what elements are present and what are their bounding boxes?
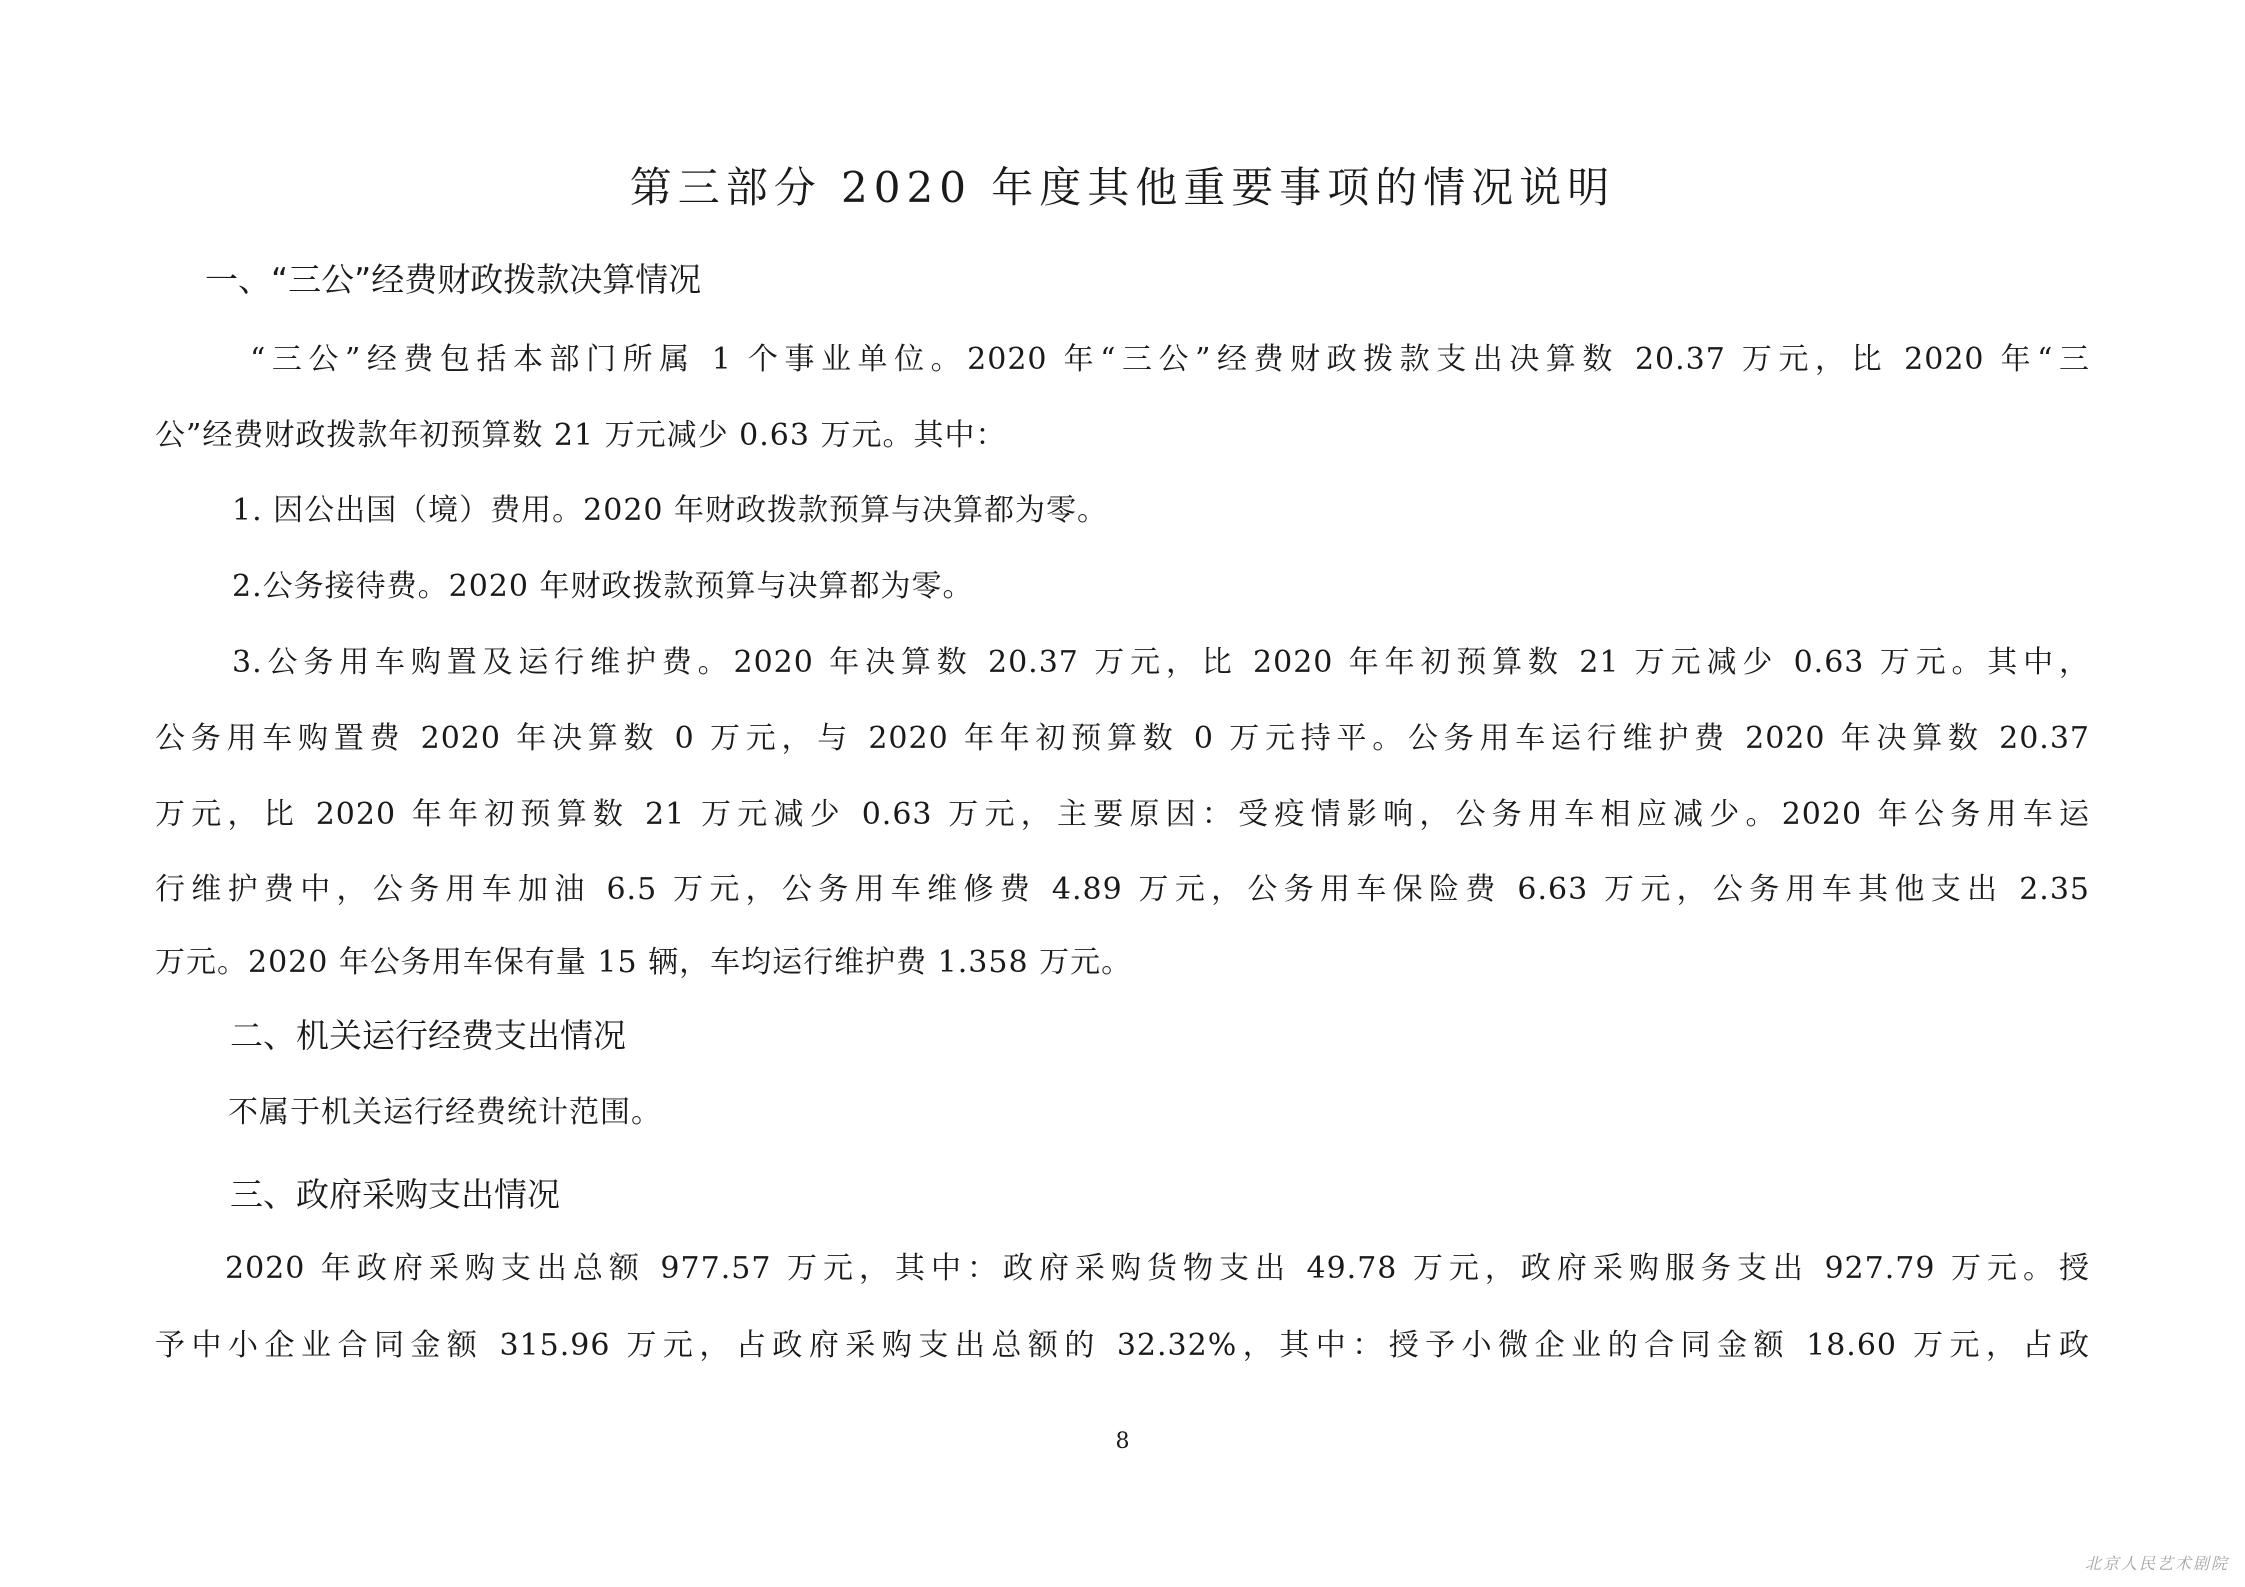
paragraph-line: 不属于机关运行经费统计范围。 [228,1095,662,1130]
watermark-text: 北京人民艺术剧院 [2085,1554,2230,1573]
section-heading-sangong: 一、“三公”经费财政拨款决算情况 [205,260,702,299]
list-item: 1. 因公出国（境）费用。2020 年财政拨款预算与决算都为零。 [232,493,1109,528]
paragraph-line: 2020 年政府采购支出总额 977.57 万元，其中：政府采购货物支出 49.78 万元，政府采购服务支出 927.79 万元。授 [225,1251,2090,1286]
page-number: 8 [1115,1429,1130,1454]
paragraph-line: 公务用车购置费 2020 年决算数 0 万元，与 2020 年年初预算数 0 万元持平。公务用车运行维护费 2020 年决算数 20.37 [155,721,2090,756]
paragraph-line: 万元。2020 年公务用车保有量 15 辆，车均运行维护费 1.358 万元。 [155,945,1133,980]
section-heading-procurement: 三、政府采购支出情况 [230,1175,560,1214]
page-title: 第三部分 2020 年度其他重要事项的情况说明 [629,163,1616,212]
list-item: 3.公务用车购置及运行维护费。2020 年决算数 20.37 万元，比 2020 年年初预算数 21 万元减少 0.63 万元。其中， [232,645,2090,680]
list-item: 2.公务接待费。2020 年财政拨款预算与决算都为零。 [232,569,974,604]
paragraph-line: 万元，比 2020 年年初预算数 21 万元减少 0.63 万元，主要原因：受疫情影响，公务用车相应减少。2020 年公务用车运 [155,797,2090,832]
section-heading-operating-costs: 二、机关运行经费支出情况 [230,1016,626,1055]
paragraph-line: 行维护费中，公务用车加油 6.5 万元，公务用车维修费 4.89 万元，公务用车保险费 6.63 万元，公务用车其他支出 2.35 [155,872,2090,907]
paragraph-line: 公”经费财政拨款年初预算数 21 万元减少 0.63 万元。其中： [155,418,1007,453]
paragraph-line: 予中小企业合同金额 315.96 万元，占政府采购支出总额的 32.32%，其中：授予小微企业的合同金额 18.60 万元，占政 [155,1328,2090,1363]
paragraph-line: “三公”经费包括本部门所属 1 个事业单位。2020 年“三公”经费财政拨款支出决算数 20.37 万元，比 2020 年“三 [250,342,2090,377]
